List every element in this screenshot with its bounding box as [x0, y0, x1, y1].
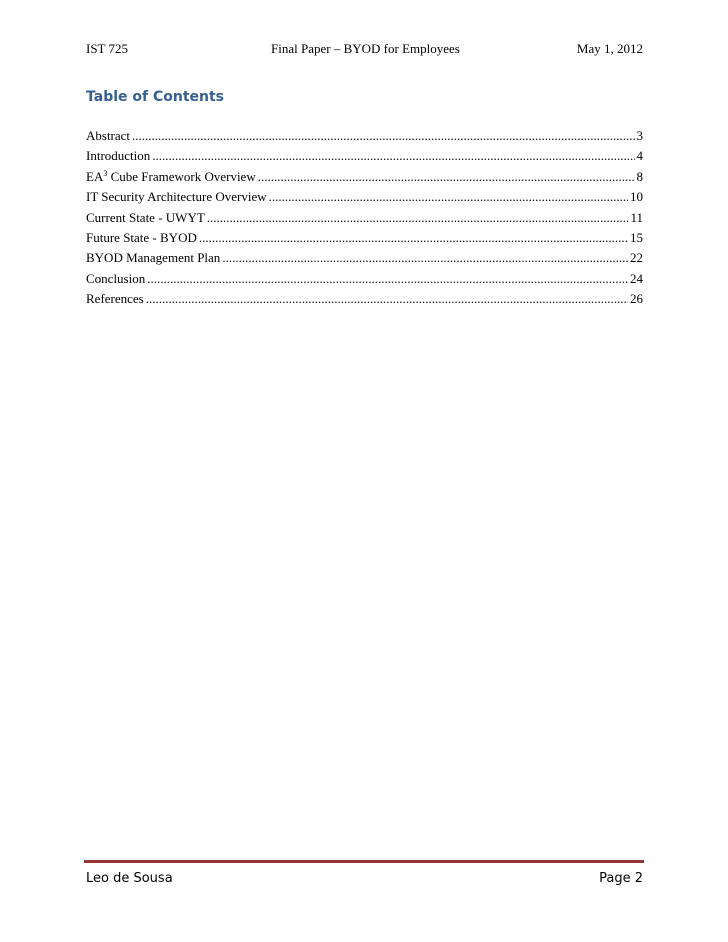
footer-divider: [84, 860, 644, 863]
toc-entry-title: BYOD Management Plan: [86, 250, 221, 266]
toc-entry-current-state[interactable]: [86, 208, 643, 228]
toc-entry-title-superscript: 3: [103, 168, 108, 178]
toc-entry-title: Introduction: [86, 148, 151, 164]
toc-entry-title: Conclusion: [86, 270, 146, 286]
page-footer: [86, 869, 643, 889]
toc-entry-abstract[interactable]: [86, 126, 643, 146]
toc-entry-title-prefix: EA: [86, 168, 104, 184]
toc-entry-page: 10: [630, 189, 643, 205]
toc-leader-dots: [146, 289, 628, 309]
toc-entry-page: 11: [630, 209, 643, 225]
footer-page-number: Page 2: [599, 871, 643, 886]
header-course: IST 725: [86, 41, 129, 56]
toc-heading: Table of Contents: [86, 89, 225, 105]
page-header: [86, 40, 643, 58]
toc-leader-dots: [222, 248, 628, 268]
toc-entry-management-plan[interactable]: [86, 248, 643, 268]
toc-entry-title: [86, 167, 256, 187]
toc-leader-dots: [258, 167, 635, 187]
table-of-contents: [86, 126, 643, 310]
toc-leader-dots: [199, 228, 628, 248]
toc-leader-dots: [152, 146, 634, 166]
toc-entry-page: 8: [636, 168, 643, 184]
header-title: Final Paper – BYOD for Employees: [271, 41, 460, 56]
toc-entry-conclusion[interactable]: [86, 269, 643, 289]
toc-entry-introduction[interactable]: [86, 146, 643, 166]
toc-leader-dots: [207, 208, 629, 228]
toc-entry-page: 15: [630, 229, 643, 245]
toc-entry-title: Future State - BYOD: [86, 229, 197, 245]
toc-entry-page: 26: [630, 291, 643, 307]
header-date: May 1, 2012: [576, 41, 643, 56]
toc-entry-page: 22: [630, 250, 643, 266]
toc-entry-references[interactable]: [86, 289, 643, 309]
toc-entry-title: Current State - UWYT: [86, 209, 205, 225]
footer-author: Leo de Sousa: [86, 871, 173, 886]
toc-entry-title: Abstract: [86, 128, 131, 143]
toc-entry-page: 24: [630, 270, 643, 286]
toc-entry-ea3-cube[interactable]: [86, 167, 643, 187]
toc-entry-future-state[interactable]: [86, 228, 643, 248]
toc-entry-title-suffix: Cube Framework Overview: [107, 168, 256, 184]
toc-entry-it-security[interactable]: [86, 187, 643, 207]
toc-leader-dots: [147, 269, 628, 289]
toc-entry-title: References: [86, 291, 144, 307]
toc-entry-title: IT Security Architecture Overview: [86, 189, 267, 205]
toc-leader-dots: [269, 187, 628, 207]
toc-leader-dots: [132, 126, 634, 146]
toc-entry-page: 3: [636, 128, 643, 143]
toc-entry-page: 4: [636, 148, 643, 164]
